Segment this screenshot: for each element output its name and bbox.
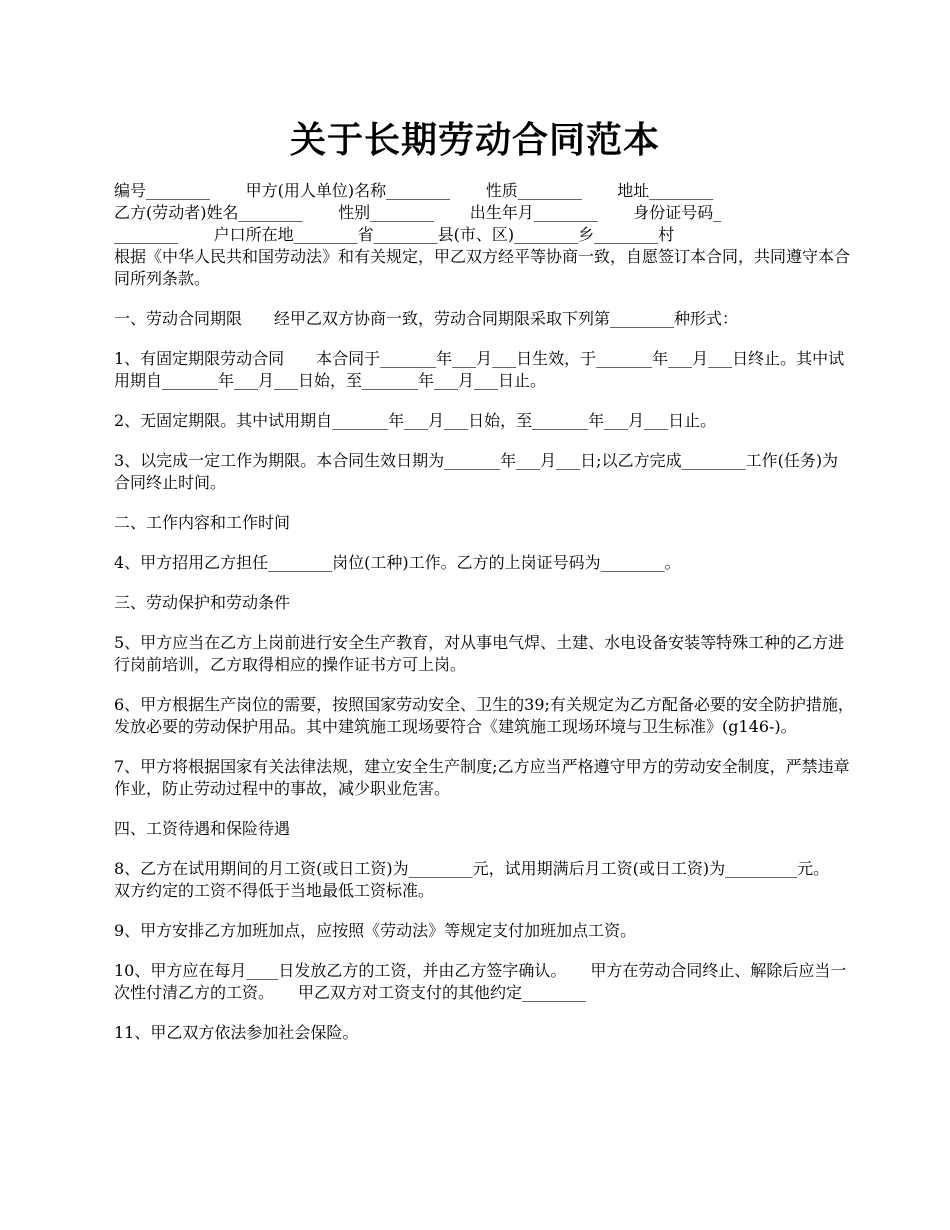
header-line-1: 编号________ 甲方(用人单位)名称________ 性质________ 地址________ — [114, 181, 714, 200]
section-heading-work: 二、工作内容和工作时间 — [114, 513, 291, 532]
clause-10: 10、甲方应在每月____日发放乙方的工资，并由乙方签字确认。 甲方在劳动合同终止、解除后应当一次性付清乙方的工资。 甲乙双方对工资支付的其他约定________ — [114, 961, 847, 1002]
document-title: 关于长期劳动合同范本 — [289, 119, 660, 161]
clause-1: 1、有固定期限劳动合同 本合同于_______年___月___日生效，于_______年___月___日终止。其中试用期自_______年___月___日始，至_______年___月___日止。 — [114, 349, 845, 390]
section-heading-wages: 四、工资待遇和保险待遇 — [114, 819, 291, 838]
clause-11: 11、甲乙双方依法参加社会保险。 — [114, 1023, 359, 1042]
clause-4: 4、甲方招用乙方担任________岗位(工种)工作。乙方的上岗证号码为________。 — [114, 553, 681, 572]
clause-5: 5、甲方应当在乙方上岗前进行安全生产教育，对从事电气焊、土建、水电设备安装等特殊工种的乙方进行岗前培训，乙方取得相应的操作证书方可上岗。 — [114, 633, 845, 674]
clause-2: 2、无固定期限。其中试用期自_______年___月___日始，至_______年___月___日止。 — [114, 411, 717, 430]
section-heading-term: 一、劳动合同期限 经甲乙双方协商一致，劳动合同期限采取下列第________种形式： — [114, 309, 739, 328]
section-heading-protection: 三、劳动保护和劳动条件 — [114, 593, 291, 612]
clause-6: 6、甲方根据生产岗位的需要，按照国家劳动安全、卫生的39;有关规定为乙方配备必要的安全防护措施，发放必要的劳动保护用品。其中建筑施工现场要符合《建筑施工现场环境与卫生标准》(g146-)。 — [114, 695, 854, 736]
clause-7: 7、甲方将根据国家有关法律法规，建立安全生产制度;乙方应当严格遵守甲方的劳动安全制度，严禁违章作业，防止劳动过程中的事故，减少职业危害。 — [114, 757, 850, 798]
header-line-2: 乙方(劳动者)姓名________ 性别________ 出生年月________ 身份证号码_ — [114, 203, 722, 222]
preamble-paragraph: 根据《中华人民共和国劳动法》和有关规定，甲乙双方经平等协商一致，自愿签订本合同，共同遵守本合同所列条款。 — [114, 247, 851, 288]
clause-9: 9、甲方安排乙方加班加点，应按照《劳动法》等规定支付加班加点工资。 — [114, 921, 637, 940]
contract-body — [114, 180, 854, 1044]
clause-8: 8、乙方在试用期间的月工资(或日工资)为________元，试用期满后月工资(或日工资)为_________元。 双方约定的工资不得低于当地最低工资标准。 — [114, 859, 854, 900]
clause-3: 3、以完成一定工作为期限。本合同生效日期为_______年___月___日;以乙方完成________工作(任务)为合同终止时间。 — [114, 451, 839, 492]
header-line-3: ________ 户口所在地________省________县(市、区)________乡________村 — [114, 225, 675, 244]
